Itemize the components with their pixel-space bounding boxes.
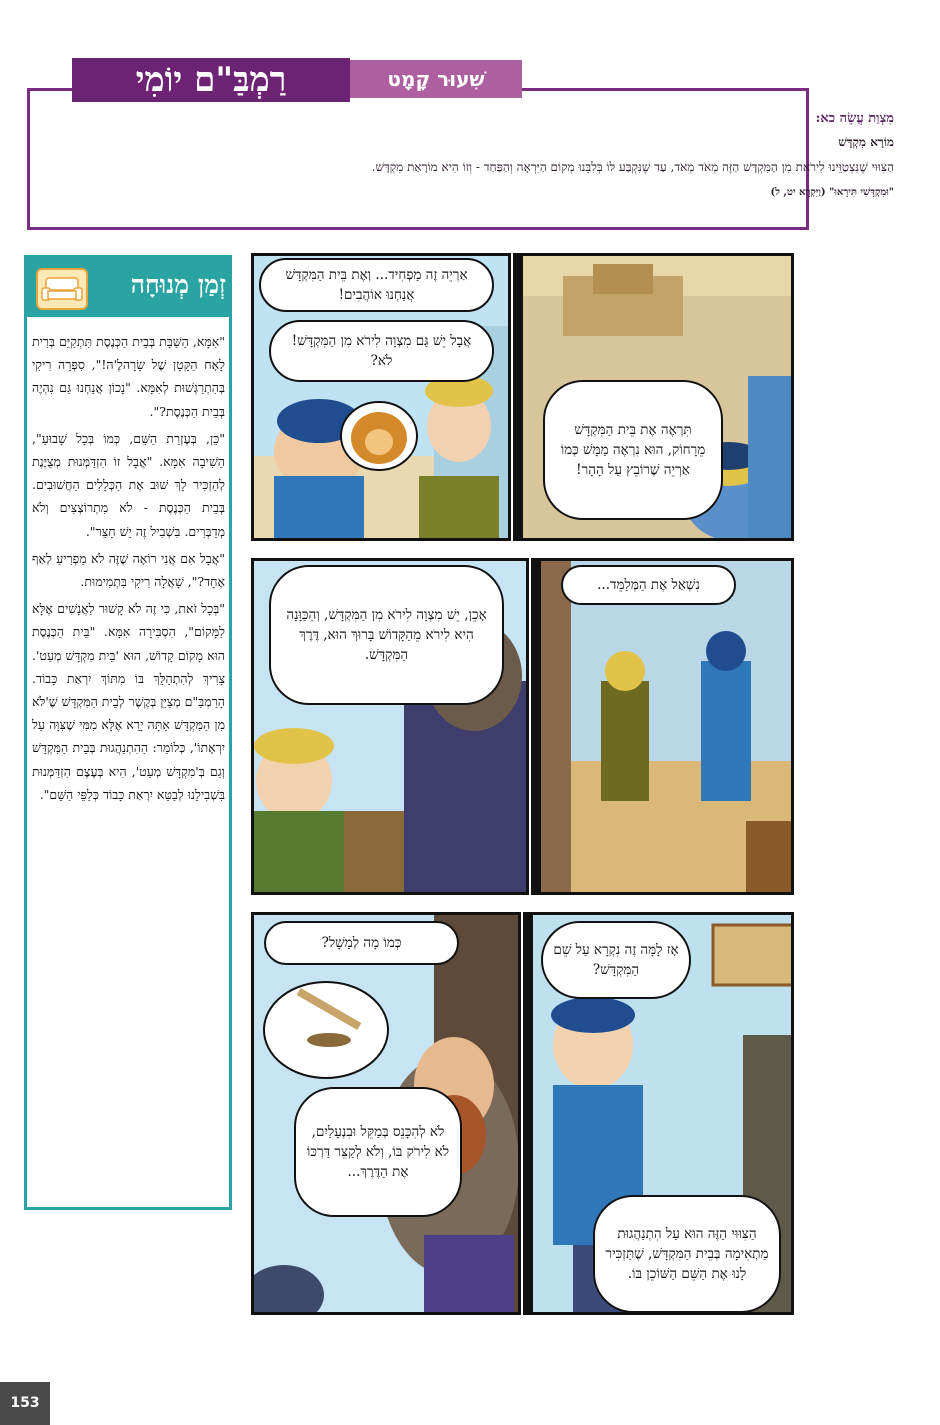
speech-text: כְּמוֹ מָה לְמָשָׁל? bbox=[321, 935, 402, 951]
speech-text: תִּרְאֶה אֶת בֵּית הַמִּקְדָּשׁ מֵרָחוֹק, הוּא נִרְאֶה מַמָּשׁ כְּמוֹ אַרְיֵה שֶׁרוֹבֵץ עַל הָהָר! bbox=[560, 422, 706, 478]
comic-panel-1-right bbox=[520, 253, 794, 541]
speech-bubble bbox=[259, 258, 494, 312]
lesson-number: שִׁעוּר קָמָט bbox=[387, 67, 485, 91]
speech-bubble bbox=[264, 921, 459, 965]
comic-panel-3-left bbox=[251, 912, 521, 1315]
speech-text: הַצִּוּוּי הַזֶּה הוּא עַל הִתְנַהֲגוּת מַתְאִימָה בְּבֵית הַמִּקְדָּשׁ, שֶׁתַּזְכִּיר לָנוּ אֶת הַשֵּׁם הַשּׁוֹכֵן בּוֹ. bbox=[605, 1226, 769, 1282]
speech-text: לֹא לְהִכָּנֵס בְּמַקֵּל וּבִנְעָלַיִם, לֹא לִירֹק בּוֹ, וְלֹא לְקַצֵּר דַּרְכּוֹ אֶת הַדֶּרֶךְ... bbox=[306, 1124, 450, 1180]
mitzva-source: "וּמִקְדָּשִׁי תִּירָאוּ" (וַיִּקְרָא יט, ל) bbox=[770, 187, 894, 198]
speech-text: אָז לָמָּה זֶה נִקְרָא עַל שֵׁם הַמִּקְדָּשׁ? bbox=[553, 942, 679, 978]
story-paragraph: "כֵּן, בְּעֶזְרַת הַשֵּׁם, כְּמוֹ בְּכָל שָׁבוּעַ", הֵשִׁיבָה אִמָּא. "אֲבָל זוֹ הִזְדַּמְּנוּת מְצֻיֶּנֶת לְהַזְכִּיר לָךְ שׁוּב אֶת הַכְּלָלִים הַחֲשׁוּבִים. בְּבֵית הַכְּנֶסֶת - לֹא מִתְרוֹצְצִים וְלֹא מְדַבְּרִים. בִּשְׁבִיל זֶה יֵשׁ חָצֵר". bbox=[32, 430, 225, 539]
speech-text: אֲבָל יֵשׁ גַּם מִצְוָה לִירֹא מִן הַמִּקְדָּשׁ! לֹא? bbox=[291, 333, 472, 369]
speech-text: נִשְׁאַל אֶת הַמְּלַמֵּד... bbox=[597, 577, 700, 593]
comic-panel-2-left bbox=[251, 558, 529, 895]
mitzva-description: הַצִּוּוּי שֶׁנִּצְטַוֵּינוּ לִירֹאת מִן הַמִּקְדָּשׁ הַזֶּה מְאֹד מְאֹד, עַד שֶׁנִּקְבַּע לוֹ בְּלִבֵּנוּ מְקוֹם הַיִּרְאָה וְהַפַּחַד - וְזוֹ הִיא מוֹרָאַת מִקְדָּשׁ. bbox=[371, 160, 894, 174]
speech-bubble bbox=[543, 380, 723, 520]
comic-panel-3-right bbox=[530, 912, 794, 1315]
mitzva-box bbox=[27, 88, 809, 230]
speech-text: אָכֵן, יֵשׁ מִצְוָה לִירֹא מִן הַמִּקְדָּשׁ, וְהַכַּוָּנָה הִיא לִירֹא מֵהַקָּדוֹשׁ בָּרוּךְ הוּא, דֶּרֶךְ הַמִּקְדָּשׁ. bbox=[286, 607, 487, 663]
speech-text: אַרְיֵה זֶה מַפְחִיד... וְאֶת בֵּית הַמִּקְדָּשׁ אֲנַחְנוּ אוֹהֲבִים! bbox=[285, 267, 468, 303]
comic-panel-2-right bbox=[538, 558, 794, 895]
page-title: רַמְבַּ"ם יוֹמִי bbox=[135, 60, 287, 100]
page-number: 153 bbox=[10, 1395, 40, 1411]
story-paragraph: "אִמָּא, הַשַּׁבָּת בְּבֵית הַכְּנֶסֶת תִּתְקַיֵּם בְּרִית לָאָח הַקָּטָן שֶׁל שָׂרָהלֶ'ה!", סִפְּרָה רִיקִי בְּהִתְרַגְּשׁוּת לְאִמָּא. "נָכוֹן אֲנַחְנוּ גַּם נִהְיֶה בְּבֵית הַכְּנֶסֶת?". bbox=[32, 334, 225, 419]
speech-bubble bbox=[593, 1195, 781, 1313]
story-paragraph: "בְּכָל זֹאת, כִּי זֶה לֹא קָשׁוּר לַאֲנָשִׁים אֶלָּא לַמָּקוֹם", הִסְבִּירָה אִמָּא. "בֵּית הַכְּנֶסֶת הוּא מָקוֹם קָדוֹשׁ, הוּא 'בֵּית מִקְדָּשׁ מְעַט'. צָרִיךְ לְהִתְהַלֵּךְ בּוֹ מִתּוֹךְ יִרְאַת כָּבוֹד. הָרַמְבַּ"ם מְצַיֵּן בְּקֶשֶׁר לְבֵית הַמִּקְדָּשׁ שֶׁ'לֹּא מִן הַמִּקְדָּשׁ אַתָּה יָרֵא אֶלָּא מִמִּי שֶׁצִּוָּה עַל יִרְאָתוֹ', כְּלוֹמַר: הַהִתְנַהֲגוּת בְּבֵית הַמִּקְדָּשׁ וְגַם בְּ'מִקְדָּשׁ מְעַט', הִיא בְּעֶצֶם הִזְדַּמְּנוּת בִּשְׁבִילֵנוּ לְבַטֵּא יִרְאַת כָּבוֹד כְּלַפֵּי הַשֵּׁם". bbox=[32, 601, 225, 802]
sidebar-story bbox=[32, 330, 225, 810]
speech-bubble bbox=[294, 1087, 462, 1217]
sidebar-title: זְמַן מְנוּחָה bbox=[130, 270, 226, 299]
mitzva-name: מוֹרָא מִקְדָּשׁ bbox=[838, 135, 894, 149]
speech-bubble bbox=[561, 565, 736, 605]
speech-bubble bbox=[269, 320, 494, 382]
speech-bubble bbox=[541, 921, 691, 999]
mitzva-heading: מִצְוַת עֲשֵׂה כא: bbox=[815, 111, 894, 126]
comic-panel-1-left bbox=[251, 253, 511, 541]
story-paragraph: "אֲבָל אִם אֲנִי רוֹאָה שֶׁזֶּה לֹא מַפְרִיעַ לְאַף אֶחָד?", שָׁאֲלָה רִיקִי בִּתְמִימוּת. bbox=[32, 550, 225, 590]
speech-bubble bbox=[269, 565, 504, 705]
